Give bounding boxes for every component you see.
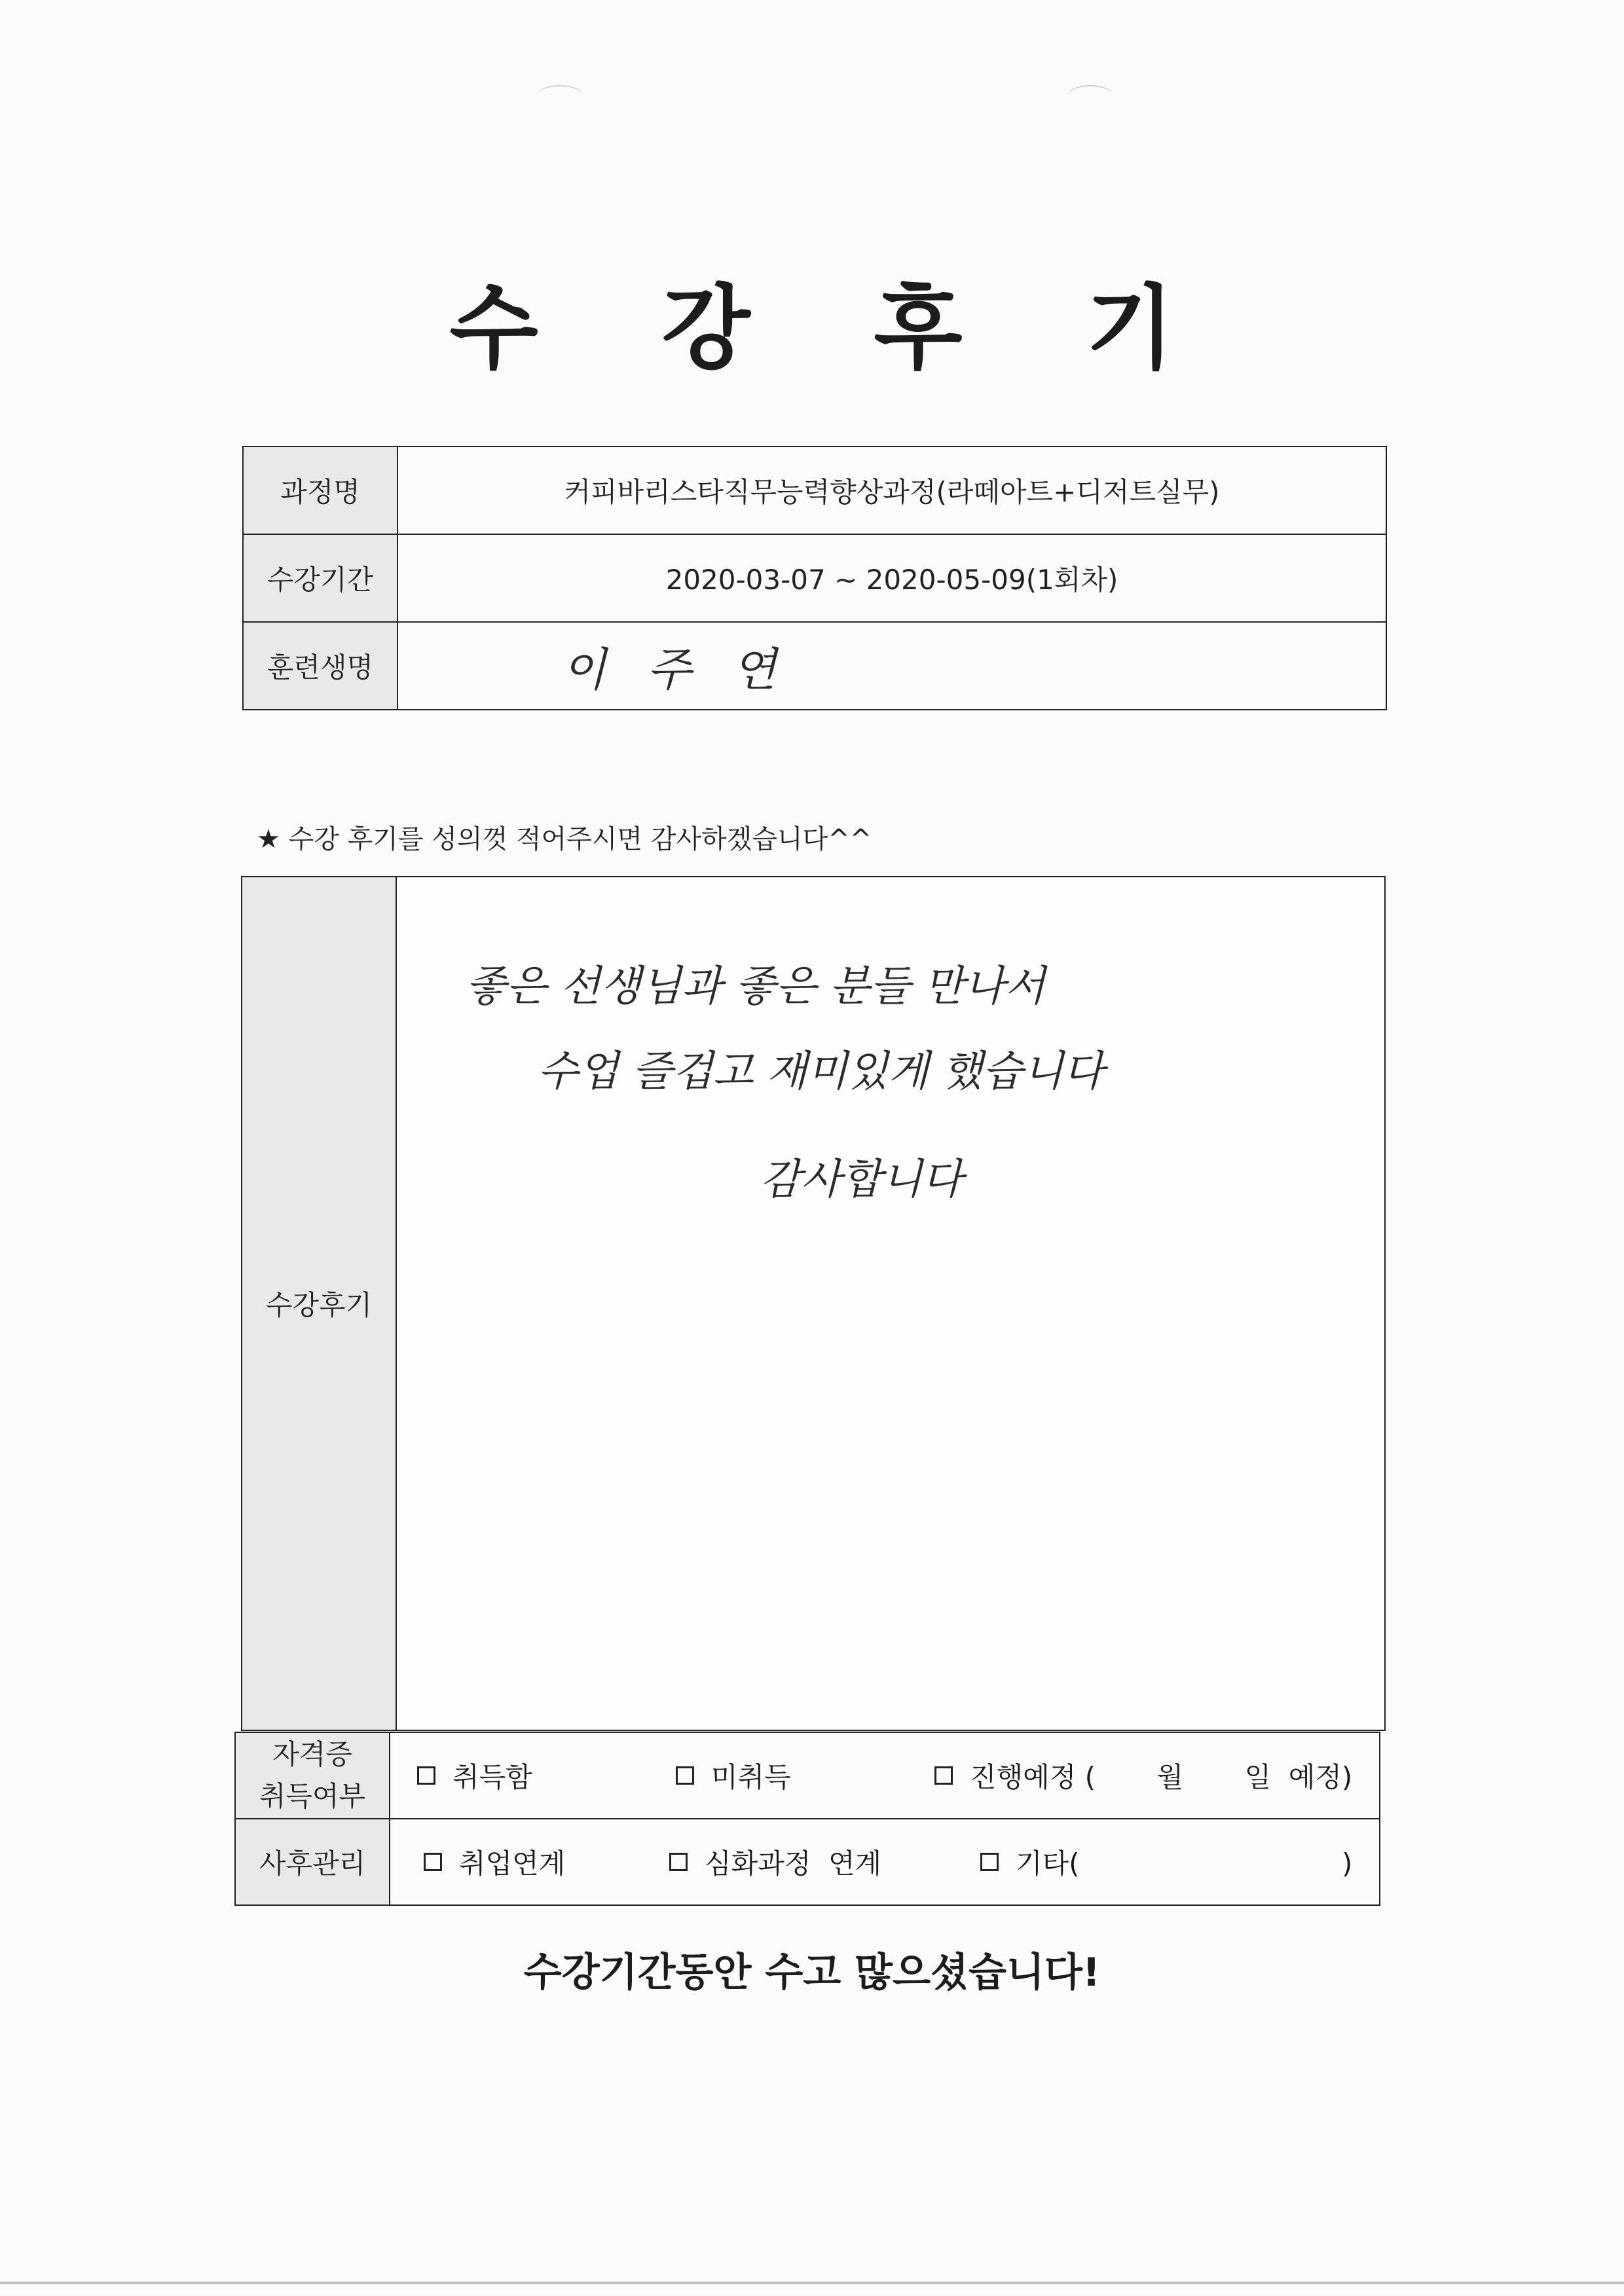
option-in-progress-label: 진행예정 ( 월 일 예정)	[970, 1761, 1353, 1793]
period-label: 수강기간	[243, 534, 397, 622]
review-line-1: 좋은 선생님과 좋은 분들 만나서	[466, 962, 1046, 1011]
review-row	[242, 877, 1385, 1730]
checkbox-in-progress[interactable]	[934, 1766, 953, 1785]
punch-hole-left	[537, 85, 583, 106]
trainee-cell	[397, 622, 1386, 710]
checkbox-advanced-course[interactable]	[669, 1853, 688, 1871]
certificate-label	[235, 1732, 390, 1819]
review-table	[241, 876, 1386, 1731]
certificate-options	[390, 1732, 1380, 1819]
scan-edge-line	[0, 2282, 1624, 2284]
document-title: 수 강 후 기	[449, 276, 1221, 382]
course-row	[243, 446, 1386, 534]
instruction-note: ★ 수강 후기를 성의껏 적어주시면 감사하겠습니다^^	[257, 824, 872, 854]
certificate-label-line1: 자격증	[272, 1738, 352, 1770]
review-body[interactable]	[396, 877, 1385, 1730]
option-job-link-label: 취업연계	[459, 1848, 566, 1880]
followup-row	[235, 1819, 1380, 1905]
checkbox-other[interactable]	[980, 1853, 999, 1871]
checkbox-not-acquired[interactable]	[676, 1766, 694, 1785]
certificate-row	[235, 1732, 1380, 1819]
checkbox-job-link[interactable]	[424, 1853, 442, 1871]
trainee-row	[243, 622, 1386, 710]
option-advanced-course[interactable]	[669, 1842, 980, 1882]
course-info-table	[242, 446, 1387, 710]
punch-hole-right	[1067, 85, 1113, 106]
option-other[interactable]	[980, 1842, 1352, 1882]
option-other-label: 기타( )	[1016, 1848, 1353, 1880]
option-job-link[interactable]	[424, 1842, 669, 1882]
option-advanced-course-label: 심화과정 연계	[705, 1848, 882, 1880]
trainee-label: 훈련생명	[243, 622, 397, 710]
status-table	[234, 1732, 1380, 1906]
review-line-3: 감사합니다	[760, 1156, 963, 1204]
followup-label: 사후관리	[235, 1819, 390, 1905]
course-value: 커피바리스타직무능력향상과정(라떼아트+디저트실무)	[397, 446, 1386, 534]
period-row	[243, 534, 1386, 622]
certificate-label-line2: 취득여부	[259, 1780, 366, 1812]
review-line-2: 수업 즐겁고 재미있게 했습니다	[538, 1048, 1104, 1096]
followup-options	[390, 1819, 1380, 1905]
option-not-acquired[interactable]	[676, 1756, 934, 1795]
trainee-handwritten-name: 이 주 연	[562, 642, 790, 697]
checkbox-acquired[interactable]	[417, 1766, 435, 1785]
option-acquired-label: 취득함	[452, 1761, 532, 1793]
option-not-acquired-label: 미취득	[711, 1761, 791, 1793]
course-label: 과정명	[243, 446, 397, 534]
review-label: 수강후기	[242, 877, 396, 1730]
option-in-progress[interactable]	[934, 1756, 1352, 1795]
period-value: 2020-03-07 ~ 2020-05-09(1회차)	[397, 534, 1386, 622]
option-acquired[interactable]	[417, 1756, 676, 1795]
footer-message: 수강기간동안 수고 많으셨습니다!	[523, 1950, 1101, 1995]
